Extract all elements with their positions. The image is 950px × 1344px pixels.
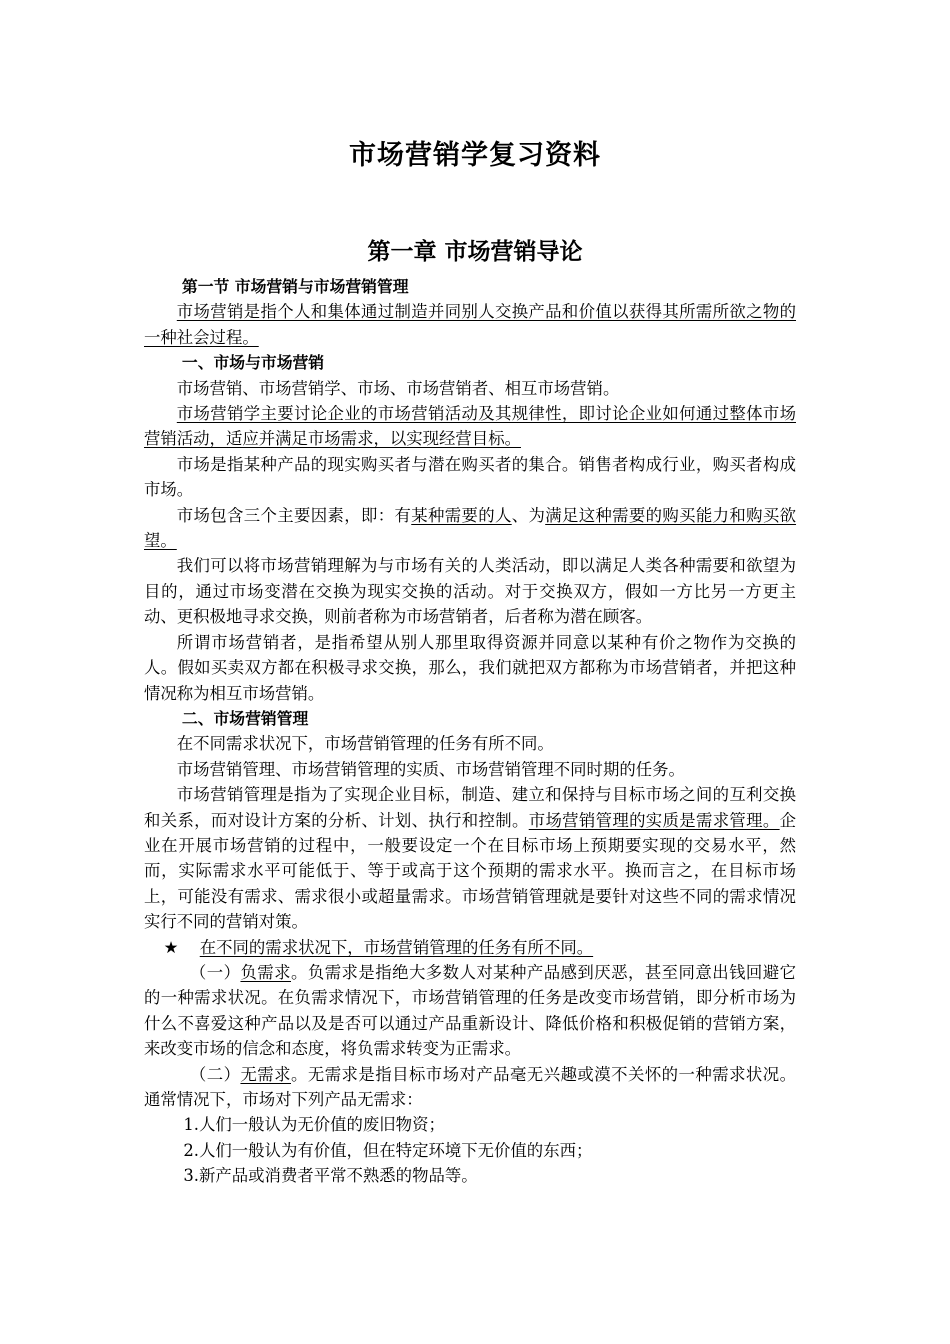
negative-demand-term: 负需求 <box>240 962 291 982</box>
paragraph-negative-demand <box>144 960 796 1062</box>
no-demand-term: 无需求 <box>240 1064 291 1084</box>
list-item: 2.人们一般认为有价值，但在特定环境下无价值的东西； <box>183 1140 593 1160</box>
key-point-line <box>144 935 796 960</box>
paragraph-terms: 市场营销、市场营销学、市场、市场营销者、相互市场营销。 <box>176 378 620 398</box>
paragraph-market-definition: 市场是指某种产品的现实购买者与潜在购买者的集合。销售者构成行业，购买者构成市场。 <box>144 454 796 500</box>
paragraph-marketer: 所谓市场营销者，是指希望从别人那里取得资源并同意以某种有价之物作为交换的人。假如买卖双方都在积极寻求交换，那么，我们就把双方都称为市场营销者，并把这种情况称为相互市场营销。 <box>144 632 796 703</box>
key-point-text: 在不同的需求状况下，市场营销管理的任务有所不同。 <box>199 937 594 957</box>
chapter-title: 第一章 市场营销导论 <box>367 238 583 265</box>
paragraph-mgmt-tasks: 在不同需求状况下，市场营销管理的任务有所不同。 <box>176 734 554 754</box>
subsection-heading-market: 一、市场与市场营销 <box>181 353 325 373</box>
paragraph-marketing-science <box>144 401 796 452</box>
underlined-marketing-science: 市场营销学主要讨论企业的市场营销活动及其规律性，即讨论企业如何通过整体市场营销活动，适应并满足市场需求，以实现经营目标。 <box>144 404 796 449</box>
document-title: 市场营销学复习资料 <box>349 140 601 171</box>
paragraph-marketing-activity: 我们可以将市场营销理解为与市场有关的人类活动，即以满足人类各种需要和欲望为目的，通过市场变潜在交换为现实交换的活动。对于交换双方，假如一方比另一方更主动、更积极地寻求交换，则前者称为市场营销者，后者称为潜在顾客。 <box>144 556 796 627</box>
list-item: 1.人们一般认为无价值的废旧物资； <box>183 1115 445 1135</box>
list-item: 3.新产品或消费者平常不熟悉的物品等。 <box>183 1166 478 1186</box>
subsection-heading-management: 二、市场营销管理 <box>181 708 309 728</box>
negative-demand-label: （一） <box>189 962 241 982</box>
star-icon: ★ <box>163 937 179 957</box>
no-demand-text: 。无需求是指目标市场对产品毫无兴趣或漠不关怀的一种需求状况。通常情况下，市场对下列产品无需求： <box>144 1064 797 1109</box>
section-heading: 第一节 市场营销与市场营销管理 <box>181 277 409 296</box>
factors-text-a: 市场包含三个主要因素，即：有 <box>176 505 412 525</box>
mgmt-def-text-b: 企业在开展市场营销的过程中，一般要设定一个在目标市场上预期要实现的交易水平，然而，实际需求水平可能低于、等于或高于这个预期的需求水平。换而言之，在目标市场上，可能没有需求、需求很小或超量需求。市场营销管理就是要针对这些不同的需求情况实行不同的营销对策。 <box>144 810 797 932</box>
paragraph-definition <box>144 299 796 350</box>
mgmt-def-text: 市场营销管理是指为了实现企业目标，制造、建立和保持与目标市场之间的互利交换和关系，而对设计方案的分析、计划、执行和控制。 <box>144 785 796 830</box>
paragraph-no-demand <box>144 1062 796 1113</box>
negative-demand-text: 。负需求是指绝大多数人对某种产品感到厌恶，甚至同意出钱回避它的一种需求状况。在负需求情况下，市场营销管理的任务是改变市场营销，即分析市场为什么不喜爱这种产品以及是否可以通过产品重新设计、降低价格和积极促销的营销方案，来改变市场的信念和态度，将负需求转变为正需求。 <box>144 962 797 1059</box>
document-body <box>144 274 796 1189</box>
paragraph-mgmt-definition <box>144 782 796 934</box>
factors-text-b: 、为 <box>511 505 546 525</box>
factors-underline-2: 满足这种需要的购买能力和购买欲望。 <box>144 505 797 551</box>
factors-underline-1: 某种需要的人 <box>411 505 512 525</box>
mgmt-essence-underline: 市场营销管理的实质是需求管理。 <box>528 810 780 830</box>
underlined-definition: 市场营销是指个人和集体通过制造并同别人交换产品和价值以获得其所需所欲之物的一种社会过程。 <box>144 302 796 347</box>
no-demand-label: （二） <box>189 1064 241 1084</box>
paragraph-market-factors <box>144 503 796 554</box>
paragraph-mgmt-terms: 市场营销管理、市场营销管理的实质、市场营销管理不同时期的任务。 <box>176 759 685 779</box>
